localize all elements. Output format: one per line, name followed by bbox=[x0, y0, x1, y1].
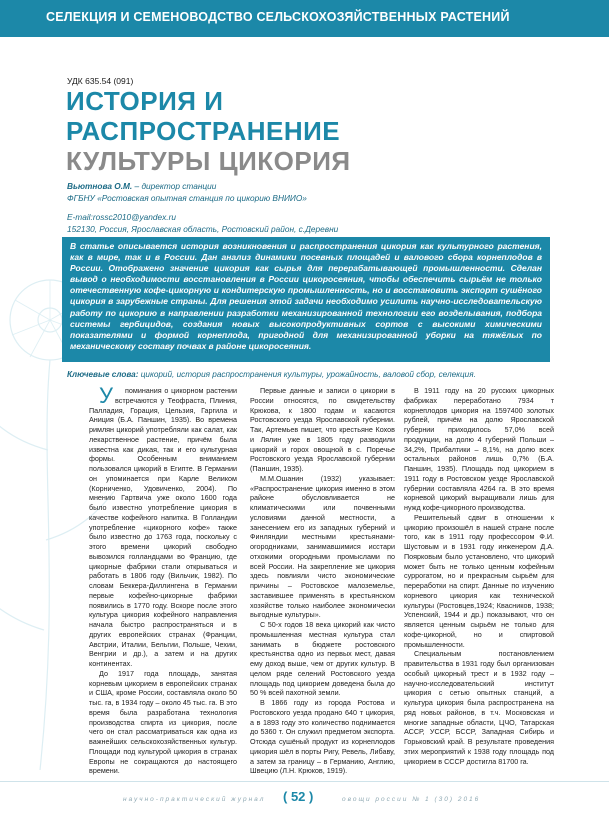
paragraph: До 1917 года площадь, занятая корневым цикорием в европейских странах и США, кроме России, составляла около 50 тыс. га, в 1934 году – около 45 тыс. га. В это время была разработана технология производства спирта из цикория, после чего он стал рассматриваться как одна из важнейших сельскохозяйственных культур. Площади под культурой цикория в странах Европы не сокращаются до настоящего времени. bbox=[89, 668, 237, 776]
footer-divider bbox=[0, 781, 609, 782]
body-column-3 bbox=[404, 386, 554, 766]
paragraph: С 50-х годов 18 века цикорий как чисто промышленная местная культура стал занимать в бюджете ростовского крестьянства одно из первых мест, давая ему доход выше, чем от других культур. В целом ряде селений Ростовского уезда площадь под цикорием доведена была до 50 % всей пахотной земли. bbox=[250, 620, 395, 698]
paragraph: Первые данные и записи о цикории в России относятся, по свидетельству Крюкова, к 1800 годам и касаются Ростовского уезда Ярославской губернии. Так, Артемьев пишет, что крестьяне Кохов и Лялин уже в 1805 году разводили цикорий и горох овощной в с. Поречье Ростовского уезда Ярославской губернии (Паншин, 1935). bbox=[250, 386, 395, 473]
section-header-band bbox=[0, 0, 609, 37]
paragraph: Решительный сдвиг в отношении к цикорию произошёл в нашей стране после того, как в 1911 году профессором Ф.И. Шустовым и в 1931 году инженером Д.А. Поярковым было установлено, что цикорий может быть не только ценным кофейным суррогатом, но и прекрасным сырьём для переработки на спирт. Данные по изучению корневого цикория как технической культуры (Ростовцев,1924; Квасников, 1938; Успенский, 1944 и др.) показывают, что он является ценным сырьём не только для кофе-цикорной, но и спиртовой промышленности. bbox=[404, 512, 554, 649]
author-affiliation: ФГБНУ «Ростовская опытная станция по цикорию ВНИИО» bbox=[67, 193, 307, 203]
body-column-1 bbox=[89, 383, 237, 776]
footer-journal-type: научно-практический журнал bbox=[123, 796, 266, 803]
keywords-list: цикорий, история распространения культуры, урожайность, валовой сбор, селекция. bbox=[138, 370, 476, 379]
drop-cap: У bbox=[99, 383, 113, 408]
paragraph: В 1911 году на 20 русских цикорных фабриках переработано 7934 т корнеплодов цикория на 1597400 золотых рублей, причём на долю Ярославской губернии приходилось 57,0% всей продукции, на долю 4 губерний Польши – 34,2%, Прибалтики – 8,1%, на долю всех остальных районов лишь 0,7% (Б.А. Паншин, 1935). Площадь под цикорием в 1911 году в Ростовском уезде Ярославской губернии составляла 4264 га. В это время корневой цикорий выращивали лишь для нужд кофе-цикорного производства. bbox=[404, 386, 554, 512]
title-line-1: ИСТОРИЯ И bbox=[66, 86, 224, 116]
paragraph: Специальным постановлением правительства в 1931 году был организован особый цикорный трест и в 1932 году – научно-исследовательский институт цикория с сетью опытных станций, а культура цикория была распространена на ряд новых районов, в т.ч. Московская и многие западные области, ЦЧО, Татарская АССР, УССР, БССР, Западная Сибирь и Горьковский край. В результате проведения этих мероприятий к 1938 году площадь под цикорием в СССР достигла 81700 га. bbox=[404, 649, 554, 766]
paragraph: М.М.Ошанин (1932) указывает: «Распространение цикория именно в этом районе обусловливается не климатическими или почвенными условиями данной местности, а занесением его из западных губерний и Финляндии местными крестьянами-огородниками, занимавшимися исстари отхожими огородными промыслами по всей России. На закрепление же цикория здесь повлияли чисто экономические причины – Ростовское малоземелье, заставившее применять в крестьянском хозяйстве только наиболее экономически выгодные культуры». bbox=[250, 473, 395, 620]
title-line-2: РАСПРОСТРАНЕНИЕ bbox=[66, 116, 341, 146]
keywords-line bbox=[67, 370, 547, 379]
keywords-label: Ключевые слова: bbox=[67, 370, 139, 379]
section-title: СЕЛЕКЦИЯ И СЕМЕНОВОДСТВО СЕЛЬСКОХОЗЯЙСТВЕННЫХ РАСТЕНИЙ bbox=[46, 10, 510, 24]
body-column-2 bbox=[250, 386, 395, 776]
abstract-box: В статье описывается история возникновения и распространения цикория как культурного растения, как в мире, так и в России. Дан анализ динамики посевных площадей и валового сбора корнеплодов в России. Отображено значение цикория как сырья для перерабатывающей промышленности. Сделан вывод о необходимости восстановления в России цикоросеяния, чтобы обеспечить сырьём не только отечественную кофе-цикорную и кондитерскую промышленность, но и восстановить экспорт сушёного цикория в зарубежные страны. Для решения этой задачи необходимо усилить научно-исследовательскую работу по цикорию в направлении разработки механизированной технологии его возделывания, подбора системы гербицидов, создания новых высокопродуктивных сортов с высокими химическими показателями и формой корнеплода, пригодной для механизированной уборки на тяжёлых по механическому составу почвах в районе цикоросеяния. bbox=[62, 237, 550, 362]
author-line bbox=[67, 181, 216, 191]
page-number: ( 52 ) bbox=[283, 789, 314, 804]
udk-code: УДК 635.54 (091) bbox=[67, 76, 134, 86]
author-email[interactable]: E-mail:rossc2010@yandex.ru bbox=[67, 212, 176, 222]
paragraph-text: поминания о цикорном растении встречаются у Теофраста, Плиния, Палладия, Горация, Цельзия, Гаргила и Аниция (Б.А. Паншин, 1935). Во времена римлян цикорий употребляли как салат, как лекарственное растение, причём была известна как дикая, так и его культурная формы. Особенным вниманием пользовался цикорий в Египте. В Германии он упоминается при Карле Великом (Корниченко, Удовиченко, 2004). По мнению Гартвича уже около 1600 года было известно употребление цикория в качестве кофейного напитка. В Голландии употребление «цикорного кофе» также было известно до 1763 года, поскольку с этого времени цикорий свободно вывозился голландцами во Францию, где цикорные фабрики стали открываться и работать в 1806 году (Вильчик, 1982). По словам Беккера-Диллингена в Германии первые кофейно-цикорные фабрики появились в 1770 году. Вскоре после этого культура цикория кофейного направления начала быстро распространяться и в других европейских странах (Франции, Австрии, Италии, Бельгии, Польше, Чехии, Венгрии и др.), а затем и на других континентах. bbox=[89, 386, 237, 668]
author-role: – директор станции bbox=[132, 181, 217, 191]
footer-journal-issue: овощи россии № 1 (30) 2016 bbox=[342, 796, 481, 803]
paragraph: В 1866 году из города Ростова и Ростовского уезда продано 640 т цикория, а в 1893 году это количество поднимается до 5360 т. Он служил предметом экспорта. Отсюда сушёный продукт из корнеплодов цикория шёл в порты Ригу, Ревель, Либаву, а затем за границу – в Германию, Англию, Швецию (Л.Н. Крюков, 1919). bbox=[250, 698, 395, 776]
title-line-3: КУЛЬТУРЫ ЦИКОРИЯ bbox=[66, 146, 351, 176]
author-name: Вьютнова О.М. bbox=[67, 181, 133, 191]
paragraph bbox=[89, 383, 237, 669]
author-address: 152130, Россия, Ярославская область, Ростовский район, с.Деревни bbox=[67, 224, 339, 234]
